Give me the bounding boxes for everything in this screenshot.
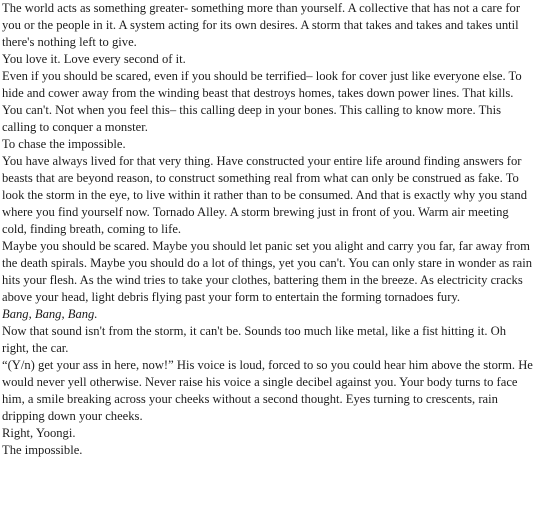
paragraph-4: To chase the impossible. (2, 137, 126, 151)
paragraph-11: The impossible. (2, 443, 83, 457)
paragraph-5: You have always lived for that very thing. Have constructed your entire life around finding answers for beasts that are beyond reason, to construct something real from what can only be construed as fake. To look the storm in the eye, to live within it rather than to be consumed. And that is exactly why you stand where you find yourself now. Tornado Alley. A storm brewing just in front of you. Warm air meeting cold, finding breath, coming to life. (2, 154, 527, 236)
paragraph-1: The world acts as something greater- something more than yourself. A collective that has not a care for you or the people in it. A system acting for its own desires. A storm that takes and takes and takes until there's nothing left to give. (2, 1, 521, 49)
paragraph-2: You love it. Love every second of it. (2, 52, 186, 66)
paragraph-10: Right, Yoongi. (2, 426, 76, 440)
paragraph-6: Maybe you should be scared. Maybe you should let panic set you alight and carry you far, far away from the death spirals. Maybe you should do a lot of things, yet you can't. You can only stare in wonder as rain hits your flesh. As the wind tries to take your clothes, battering them in the breeze. As electricity cracks above your head, light debris flying past your form to entertain the forming tornadoes fury. (2, 239, 533, 304)
paragraph-8: Now that sound isn't from the storm, it can't be. Sounds too much like metal, like a fist hitting it. Oh right, the car. (2, 324, 507, 355)
paragraph-7-italic: Bang, Bang, Bang. (2, 307, 98, 321)
paragraph-3: Even if you should be scared, even if you should be terrified– look for cover just like everyone else. To hide and cower away from the winding beast that destroys homes, takes down power lines. That kills. You can't. Not when you feel this– this calling deep in your bones. This calling to know more. This calling to conquer a monster. (2, 69, 522, 134)
paragraph-9: “(Y/n) get your ass in here, now!” His voice is loud, forced to so you could hear him above the storm. He would never yell otherwise. Never raise his voice a single decibel against you. Your body turns to face him, a smile breaking across your cheeks without a second thought. Eyes turning to crescents, rain dripping down your cheeks. (2, 358, 533, 423)
